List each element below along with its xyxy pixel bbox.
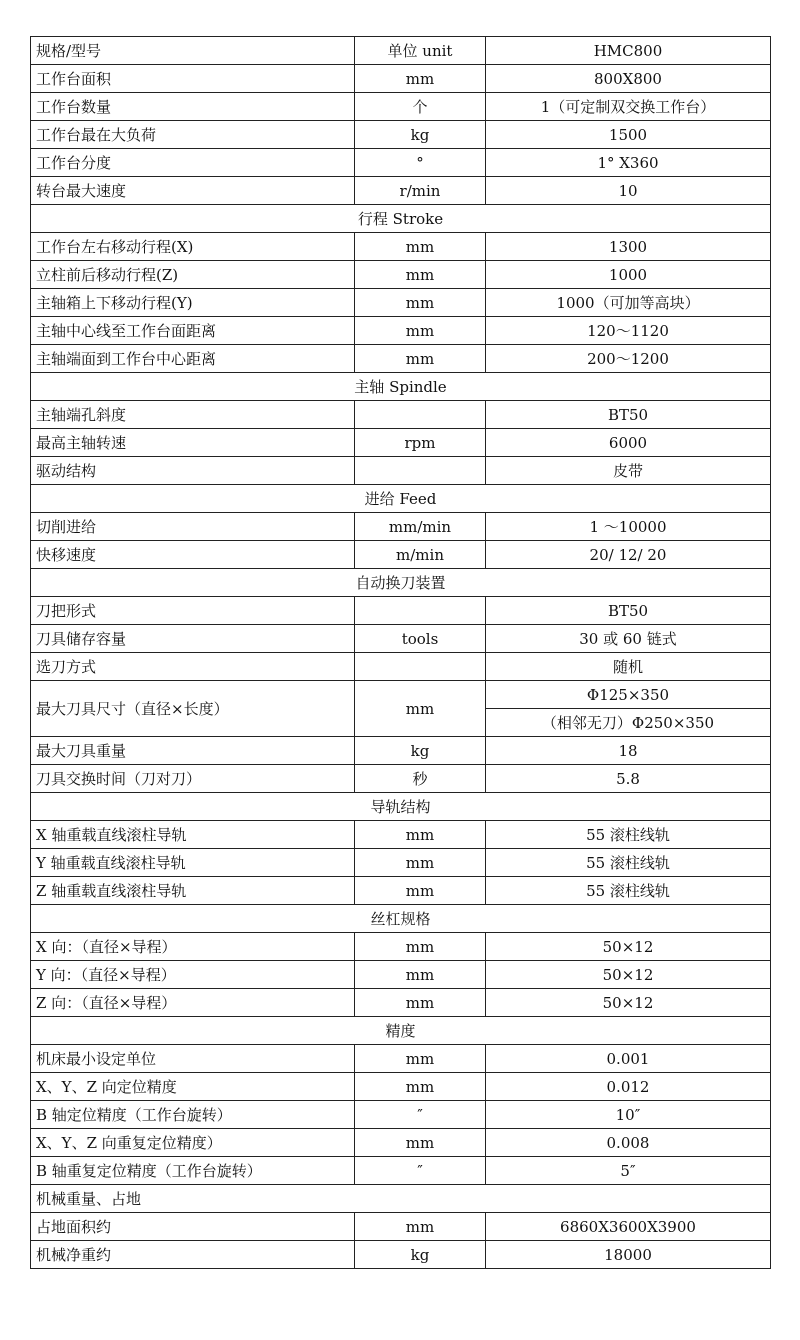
spec-name: 最大刀具重量 (31, 737, 355, 765)
table-row (31, 653, 771, 681)
table-row (31, 289, 771, 317)
section-title: 机械重量、占地 (31, 1185, 771, 1213)
spec-name: B 轴重复定位精度（工作台旋转） (31, 1157, 355, 1185)
spec-value: 200～1200 (486, 345, 771, 373)
spec-name: 最大刀具尺寸（直径×长度） (31, 681, 355, 737)
spec-name: 工作台最在大负荷 (31, 121, 355, 149)
spec-value: 20/ 12/ 20 (486, 541, 771, 569)
spec-unit: kg (355, 121, 486, 149)
spec-unit: mm (355, 1045, 486, 1073)
table-row (31, 1045, 771, 1073)
spec-value: 10 (486, 177, 771, 205)
spec-name: 刀具储存容量 (31, 625, 355, 653)
spec-value: 50×12 (486, 989, 771, 1017)
table-row (31, 961, 771, 989)
spec-value: 10″ (486, 1101, 771, 1129)
spec-value: 55 滚柱线轨 (486, 821, 771, 849)
spec-name: 转台最大速度 (31, 177, 355, 205)
spec-unit: mm/min (355, 513, 486, 541)
table-row (31, 233, 771, 261)
spec-unit: 个 (355, 93, 486, 121)
spec-unit (355, 457, 486, 485)
spec-name: 刀具交换时间（刀对刀） (31, 765, 355, 793)
spec-name: 主轴箱上下移动行程(Y) (31, 289, 355, 317)
table-row (31, 737, 771, 765)
table-row (31, 625, 771, 653)
section-title: 精度 (31, 1017, 771, 1045)
spec-unit: r/min (355, 177, 486, 205)
spec-name: 立柱前后移动行程(Z) (31, 261, 355, 289)
section-title: 进给 Feed (31, 485, 771, 513)
spec-value: 0.012 (486, 1073, 771, 1101)
table-row (31, 1073, 771, 1101)
spec-value: 6000 (486, 429, 771, 457)
section-title: 自动换刀装置 (31, 569, 771, 597)
header-model: HMC800 (486, 37, 771, 65)
spec-value: 0.001 (486, 1045, 771, 1073)
spec-value: 1（可定制双交换工作台） (486, 93, 771, 121)
spec-name: Y 向：（直径×导程） (31, 961, 355, 989)
table-row (31, 457, 771, 485)
table-row (31, 989, 771, 1017)
table-row (31, 1213, 771, 1241)
table-row (31, 1157, 771, 1185)
spec-unit: mm (355, 1073, 486, 1101)
spec-unit: mm (355, 989, 486, 1017)
spec-unit: ″ (355, 1157, 486, 1185)
spec-unit (355, 401, 486, 429)
spec-name: 机床最小设定单位 (31, 1045, 355, 1073)
spec-name: 机械净重约 (31, 1241, 355, 1269)
table-row (31, 93, 771, 121)
spec-table-body (31, 37, 771, 1269)
table-row (31, 513, 771, 541)
table-row (31, 149, 771, 177)
table-row (31, 821, 771, 849)
spec-name: 占地面积约 (31, 1213, 355, 1241)
spec-unit (355, 653, 486, 681)
table-row (31, 597, 771, 625)
spec-name: 驱动结构 (31, 457, 355, 485)
spec-unit: mm (355, 933, 486, 961)
spec-unit: mm (355, 65, 486, 93)
spec-value: 1500 (486, 121, 771, 149)
spec-value: 55 滚柱线轨 (486, 877, 771, 905)
spec-name: 选刀方式 (31, 653, 355, 681)
spec-unit: rpm (355, 429, 486, 457)
table-row (31, 849, 771, 877)
spec-name: 工作台左右移动行程(X) (31, 233, 355, 261)
table-row (31, 1129, 771, 1157)
spec-value: Φ125×350 (486, 681, 771, 709)
spec-unit: mm (355, 849, 486, 877)
spec-value: 1300 (486, 233, 771, 261)
spec-unit: mm (355, 1129, 486, 1157)
spec-value: 0.008 (486, 1129, 771, 1157)
table-row (31, 877, 771, 905)
spec-name: Z 向：（直径×导程） (31, 989, 355, 1017)
table-row (31, 401, 771, 429)
spec-unit: ° (355, 149, 486, 177)
section-row (31, 1017, 771, 1045)
spec-name: 主轴中心线至工作台面距离 (31, 317, 355, 345)
table-row (31, 65, 771, 93)
spec-name: 切削进给 (31, 513, 355, 541)
section-title: 行程 Stroke (31, 205, 771, 233)
spec-value: 5.8 (486, 765, 771, 793)
table-row (31, 765, 771, 793)
spec-unit: kg (355, 1241, 486, 1269)
section-row (31, 793, 771, 821)
spec-name: X、Y、Z 向重复定位精度） (31, 1129, 355, 1157)
spec-value: 18000 (486, 1241, 771, 1269)
section-row (31, 905, 771, 933)
table-row (31, 541, 771, 569)
section-title: 丝杠规格 (31, 905, 771, 933)
spec-unit: 秒 (355, 765, 486, 793)
table-row (31, 261, 771, 289)
spec-value: BT50 (486, 401, 771, 429)
table-row (31, 317, 771, 345)
spec-unit: tools (355, 625, 486, 653)
spec-value: 1000（可加等高块） (486, 289, 771, 317)
spec-name: 工作台分度 (31, 149, 355, 177)
spec-name: Y 轴重载直线滚柱导轨 (31, 849, 355, 877)
spec-unit: mm (355, 289, 486, 317)
spec-name: X 轴重载直线滚柱导轨 (31, 821, 355, 849)
spec-value: 1000 (486, 261, 771, 289)
spec-value: 1° X360 (486, 149, 771, 177)
table-row (31, 345, 771, 373)
spec-name: X 向：（直径×导程） (31, 933, 355, 961)
spec-value: 皮带 (486, 457, 771, 485)
spec-table (30, 36, 771, 1269)
section-title: 导轨结构 (31, 793, 771, 821)
spec-unit: mm (355, 233, 486, 261)
section-title: 主轴 Spindle (31, 373, 771, 401)
table-header-row (31, 37, 771, 65)
table-row (31, 681, 771, 709)
spec-value: 1 ～10000 (486, 513, 771, 541)
spec-name: B 轴定位精度（工作台旋转） (31, 1101, 355, 1129)
spec-unit: kg (355, 737, 486, 765)
spec-unit: mm (355, 1213, 486, 1241)
spec-value: 120～1120 (486, 317, 771, 345)
spec-value: 50×12 (486, 933, 771, 961)
table-row (31, 177, 771, 205)
spec-name: Z 轴重载直线滚柱导轨 (31, 877, 355, 905)
spec-unit: mm (355, 261, 486, 289)
spec-unit: mm (355, 821, 486, 849)
spec-name: 主轴端面到工作台中心距离 (31, 345, 355, 373)
spec-unit: mm (355, 877, 486, 905)
spec-name: 工作台面积 (31, 65, 355, 93)
spec-value: 30 或 60 链式 (486, 625, 771, 653)
table-row (31, 1241, 771, 1269)
spec-value: BT50 (486, 597, 771, 625)
spec-unit (355, 597, 486, 625)
section-row (31, 569, 771, 597)
spec-value: 50×12 (486, 961, 771, 989)
table-row (31, 429, 771, 457)
spec-unit: mm (355, 961, 486, 989)
spec-value: 6860X3600X3900 (486, 1213, 771, 1241)
spec-value: 55 滚柱线轨 (486, 849, 771, 877)
header-spec: 规格/型号 (31, 37, 355, 65)
spec-name: 刀把形式 (31, 597, 355, 625)
spec-name: 快移速度 (31, 541, 355, 569)
spec-unit: m/min (355, 541, 486, 569)
spec-value-alt: （相邻无刀）Φ250×350 (486, 709, 771, 737)
table-row (31, 1101, 771, 1129)
section-row (31, 485, 771, 513)
spec-value: 800X800 (486, 65, 771, 93)
section-row (31, 205, 771, 233)
spec-value: 随机 (486, 653, 771, 681)
spec-unit: mm (355, 345, 486, 373)
spec-unit: ″ (355, 1101, 486, 1129)
section-row (31, 1185, 771, 1213)
spec-unit: mm (355, 317, 486, 345)
table-row (31, 933, 771, 961)
spec-unit: mm (355, 681, 486, 737)
spec-name: 工作台数量 (31, 93, 355, 121)
spec-value: 5″ (486, 1157, 771, 1185)
table-row (31, 121, 771, 149)
spec-name: 主轴端孔斜度 (31, 401, 355, 429)
spec-value: 18 (486, 737, 771, 765)
section-row (31, 373, 771, 401)
header-unit: 单位 unit (355, 37, 486, 65)
spec-name: 最高主轴转速 (31, 429, 355, 457)
spec-name: X、Y、Z 向定位精度 (31, 1073, 355, 1101)
